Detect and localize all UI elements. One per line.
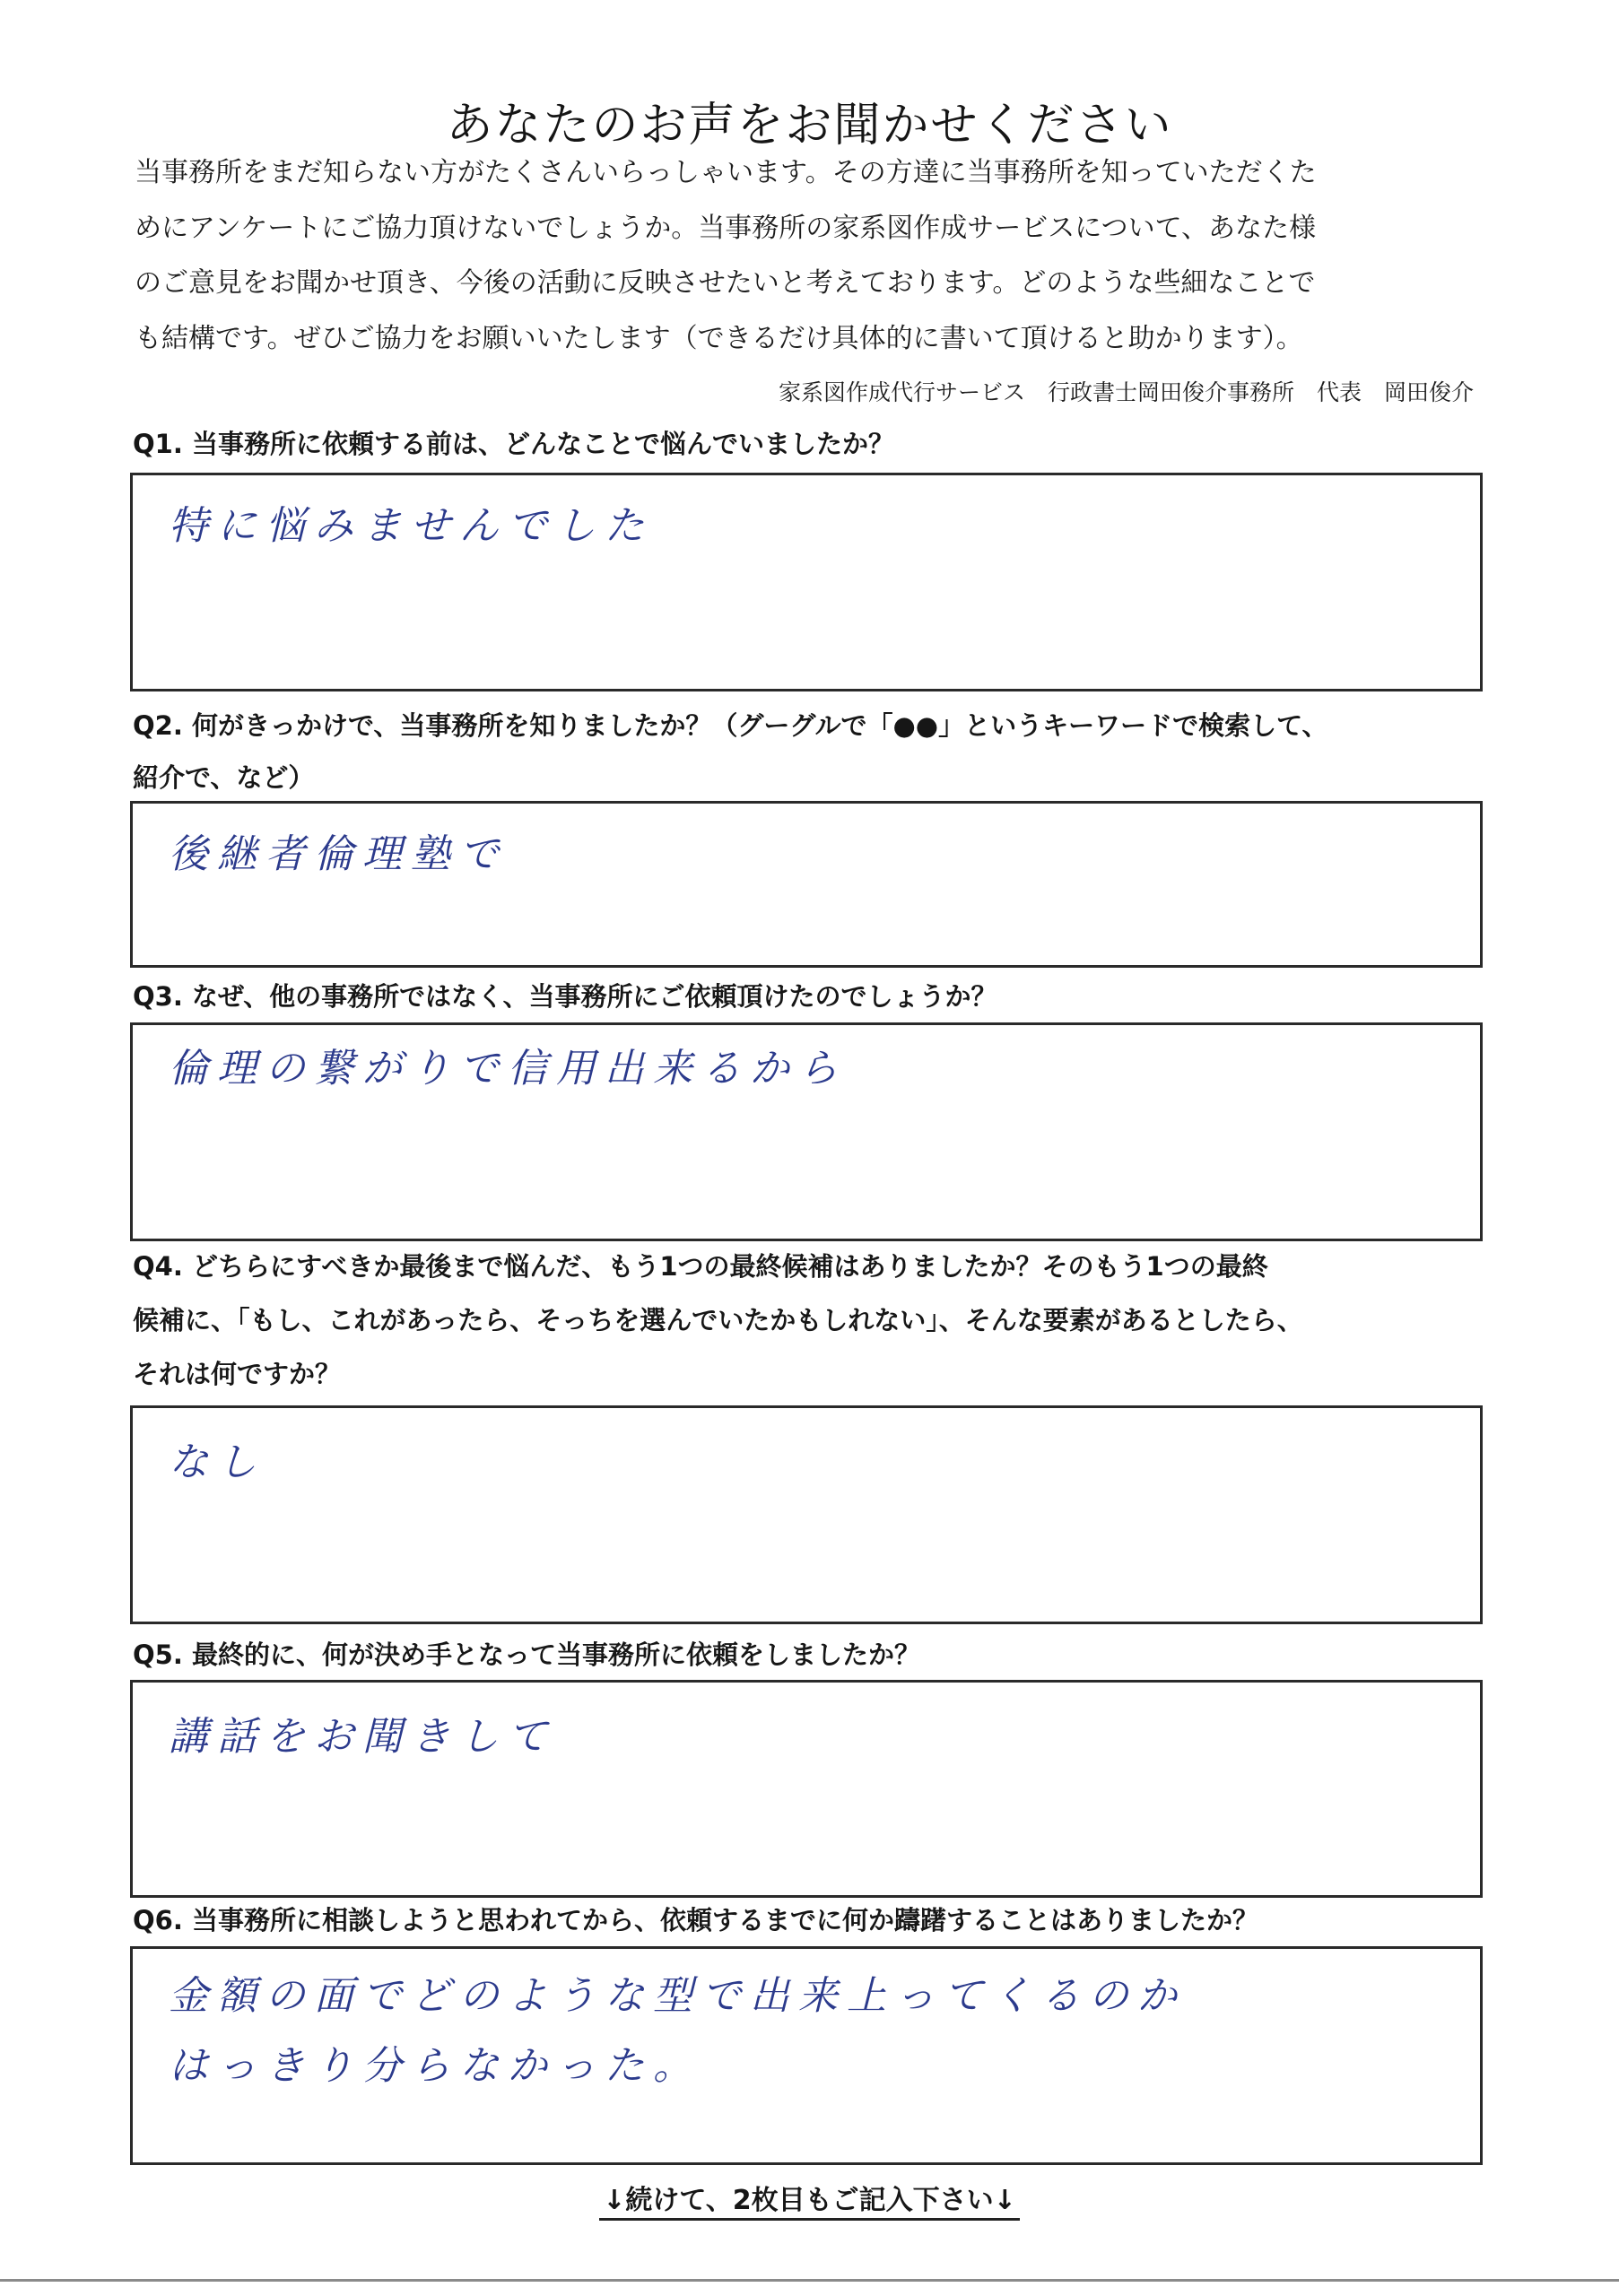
question-label-line: Q3. なぜ、他の事務所ではなく、当事務所にご依頼頂けたのでしょうか？	[133, 981, 997, 1012]
question-3-answer-box[interactable]	[130, 1022, 1483, 1241]
answer-line: 金額の面でどのような型で出来上ってくるのか	[169, 1973, 1186, 2019]
question-5-answer-box[interactable]	[130, 1680, 1483, 1898]
intro-line: めにアンケートにご協力頂けないでしょうか。当事務所の家系図作成サービスについて、あなた様	[135, 212, 1316, 244]
page-title: あなたのお声をお聞かせください	[446, 98, 1173, 152]
question-6-answer-box[interactable]	[130, 1946, 1483, 2165]
answer-line: 特に悩みませんでした	[169, 503, 653, 549]
question-label-line: 候補に、「もし、これがあったら、そっちを選んでいたかもしれない」、そんな要素があるとしたら、	[133, 1305, 1303, 1335]
question-5-label	[133, 1629, 1496, 1681]
question-2-label	[133, 700, 1496, 804]
question-2-answer-box[interactable]	[130, 801, 1483, 968]
question-label-line: Q6. 当事務所に相談しようと思われてから、依頼するまでに何か躊躇することはありましたか？	[133, 1905, 1258, 1935]
question-4-answer-box[interactable]	[130, 1405, 1483, 1624]
intro-line: 当事務所をまだ知らない方がたくさんいらっしゃいます。その方達に当事務所を知っていただくた	[135, 157, 1317, 188]
question-4-answer	[169, 1428, 265, 1498]
question-5-answer	[169, 1702, 556, 1772]
question-1-label	[133, 418, 1496, 470]
question-label-line: それは何ですか？	[133, 1359, 342, 1389]
question-1-answer	[169, 491, 653, 561]
office-signature: 家系図作成代行サービス 行政書士岡田俊介事務所 代表 岡田俊介	[778, 379, 1474, 405]
question-4-label	[133, 1239, 1496, 1401]
intro-line: も結構です。ぜひご協力をお願いいたします（できるだけ具体的に書いて頂けると助かります）。	[135, 322, 1303, 354]
answer-line: なし	[169, 1439, 265, 1485]
continue-to-page-2-note	[0, 2178, 1619, 2217]
question-6-answer	[169, 1961, 1186, 2101]
footer-text: ↓続けて、2枚目もご記入下さい↓	[599, 2185, 1020, 2221]
question-label-line: Q2. 何がきっかけで、当事務所を知りましたか？（グーグルで「●●」というキーワードで検索して、	[133, 710, 1328, 741]
question-label-line: Q5. 最終的に、何が決め手となって当事務所に依頼をしましたか？	[133, 1639, 920, 1670]
question-3-label	[133, 970, 1496, 1022]
answer-line: はっきり分らなかった。	[169, 2043, 701, 2089]
question-1-answer-box[interactable]	[130, 473, 1483, 691]
intro-paragraph	[135, 145, 1498, 366]
question-2-answer	[169, 820, 508, 890]
question-6-label	[133, 1894, 1496, 1946]
question-3-answer	[169, 1034, 847, 1104]
question-label-line: 紹介で、など）	[133, 762, 315, 793]
answer-line: 後継者倫理塾で	[169, 831, 508, 877]
answer-line: 倫理の繋がりで信用出来るから	[169, 1046, 847, 1091]
page-bottom-divider	[0, 2279, 1619, 2282]
intro-line: のご意見をお聞かせ頂き、今後の活動に反映させたいと考えております。どのような些細なことで	[135, 267, 1316, 299]
question-label-line: Q4. どちらにすべきか最後まで悩んだ、もう1つの最終候補はありましたか？そのもう1つの最終	[133, 1251, 1268, 1282]
answer-line: 講話をお聞きして	[169, 1714, 556, 1760]
question-label-line: Q1. 当事務所に依頼する前は、どんなことで悩んでいましたか？	[133, 429, 894, 459]
